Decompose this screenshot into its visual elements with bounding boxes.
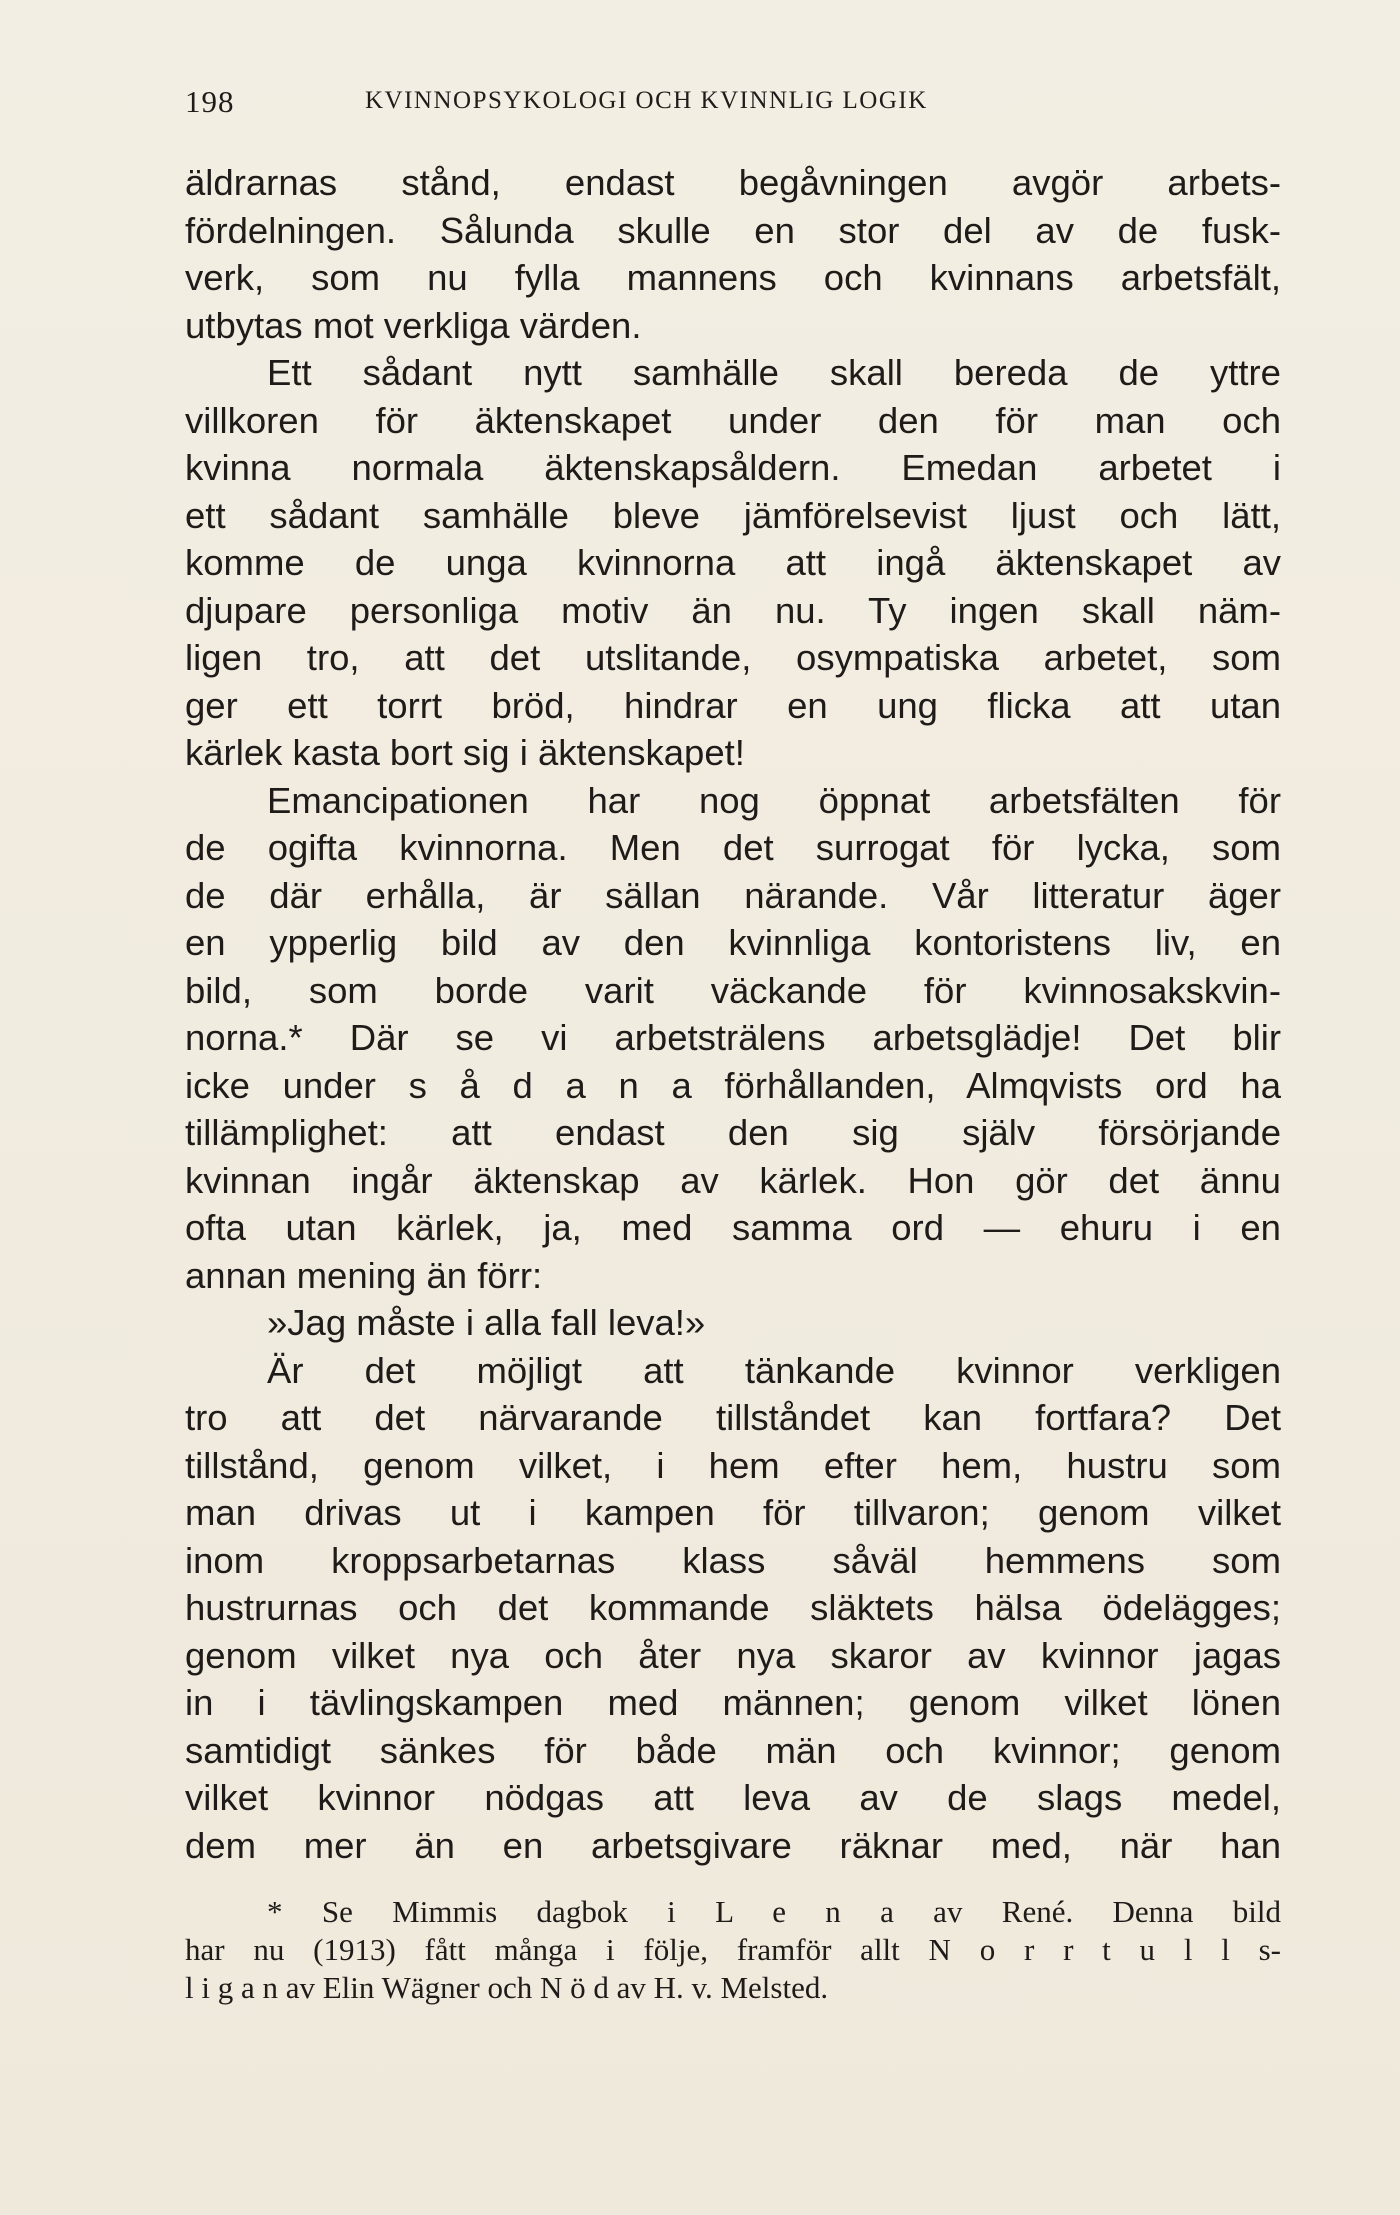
text-line: komme de unga kvinnorna att ingå äktenskapet av [185, 542, 1281, 583]
footnote-line: * Se Mimmis dagbok i L e n a av René. Denna bild [267, 1894, 1281, 1929]
text-line: en ypperlig bild av den kvinnliga kontoristens liv, en [185, 922, 1281, 963]
text-line: ofta utan kärlek, ja, med samma ord — ehuru i en [185, 1207, 1281, 1248]
text-line: tro att det närvarande tillståndet kan fortfara? Det [185, 1397, 1281, 1438]
text-line: äldrarnas stånd, endast begåvningen avgör arbets- [185, 162, 1281, 203]
footnote-line: l i g a n av Elin Wägner och N ö d av H. v. Melsted. [185, 1970, 829, 2005]
text-line: genom vilket nya och åter nya skaror av kvinnor jagas [185, 1634, 1281, 1676]
text-line: djupare personliga motiv än nu. Ty ingen skall näm- [185, 589, 1281, 631]
footnote-line: har nu (1913) fått många i följe, framför allt N o r r t u l l s- [185, 1932, 1281, 1967]
text-line: de ogifta kvinnorna. Men det surrogat för lycka, som [185, 827, 1281, 868]
text-line: de där erhålla, är sällan närande. Vår litteratur äger [185, 874, 1281, 916]
text-line: tillstånd, genom vilket, i hem efter hem, hustru som [185, 1444, 1281, 1486]
text-line: utbytas mot verkliga värden. [185, 304, 642, 346]
text-line: kärlek kasta bort sig i äktenskapet! [185, 732, 745, 773]
page-header [185, 84, 1285, 124]
text-line: ett sådant samhälle bleve jämförelsevist ljust och lätt, [185, 494, 1281, 536]
text-line: norna.* Där se vi arbetsträlens arbetsglädje! Det blir [185, 1017, 1281, 1058]
text-line: kvinnan ingår äktenskap av kärlek. Hon gör det ännu [185, 1159, 1281, 1201]
text-line: in i tävlingskampen med männen; genom vilket lönen [185, 1682, 1281, 1723]
text-line: villkoren för äktenskapet under den för man och [185, 399, 1281, 441]
text-line: icke under s å d a n a förhållanden, Almqvists ord ha [185, 1064, 1281, 1106]
text-line: ligen tro, att det utslitande, osympatiska arbetet, som [185, 637, 1281, 678]
body-text [185, 159, 1281, 1869]
footnote [185, 1893, 1281, 2007]
page-number: 198 [185, 84, 235, 119]
text-line: ger ett torrt bröd, hindrar en ung flicka att utan [185, 684, 1281, 726]
text-line: Emancipationen har nog öppnat arbetsfälten för [267, 779, 1281, 821]
text-line: man drivas ut i kampen för tillvaron; genom vilket [185, 1492, 1281, 1533]
text-line: Ett sådant nytt samhälle skall bereda de yttre [267, 352, 1281, 393]
text-line: annan mening än förr: [185, 1254, 543, 1296]
text-line: inom kroppsarbetarnas klass såväl hemmens som [185, 1539, 1281, 1581]
text-line: dem mer än en arbetsgivare räknar med, när han [185, 1824, 1281, 1866]
text-line: vilket kvinnor nödgas att leva av de slags medel, [185, 1777, 1281, 1818]
text-line: »Jag måste i alla fall leva!» [267, 1302, 706, 1343]
text-line: tillämplighet: att endast den sig själv försörjande [185, 1112, 1281, 1153]
text-line: verk, som nu fylla mannens och kvinnans arbetsfält, [185, 257, 1281, 298]
text-line: kvinna normala äktenskapsåldern. Emedan arbetet i [185, 447, 1281, 488]
text-line: Är det möjligt att tänkande kvinnor verkligen [267, 1349, 1281, 1391]
text-line: hustrurnas och det kommande släktets hälsa ödelägges; [185, 1587, 1281, 1628]
text-line: fördelningen. Sålunda skulle en stor del av de fusk- [185, 209, 1281, 251]
running-title: KVINNOPSYKOLOGI OCH KVINNLIG LOGIK [365, 87, 928, 114]
text-line: samtidigt sänkes för både män och kvinnor; genom [185, 1729, 1281, 1771]
text-line: bild, som borde varit väckande för kvinnosakskvin- [185, 969, 1281, 1011]
